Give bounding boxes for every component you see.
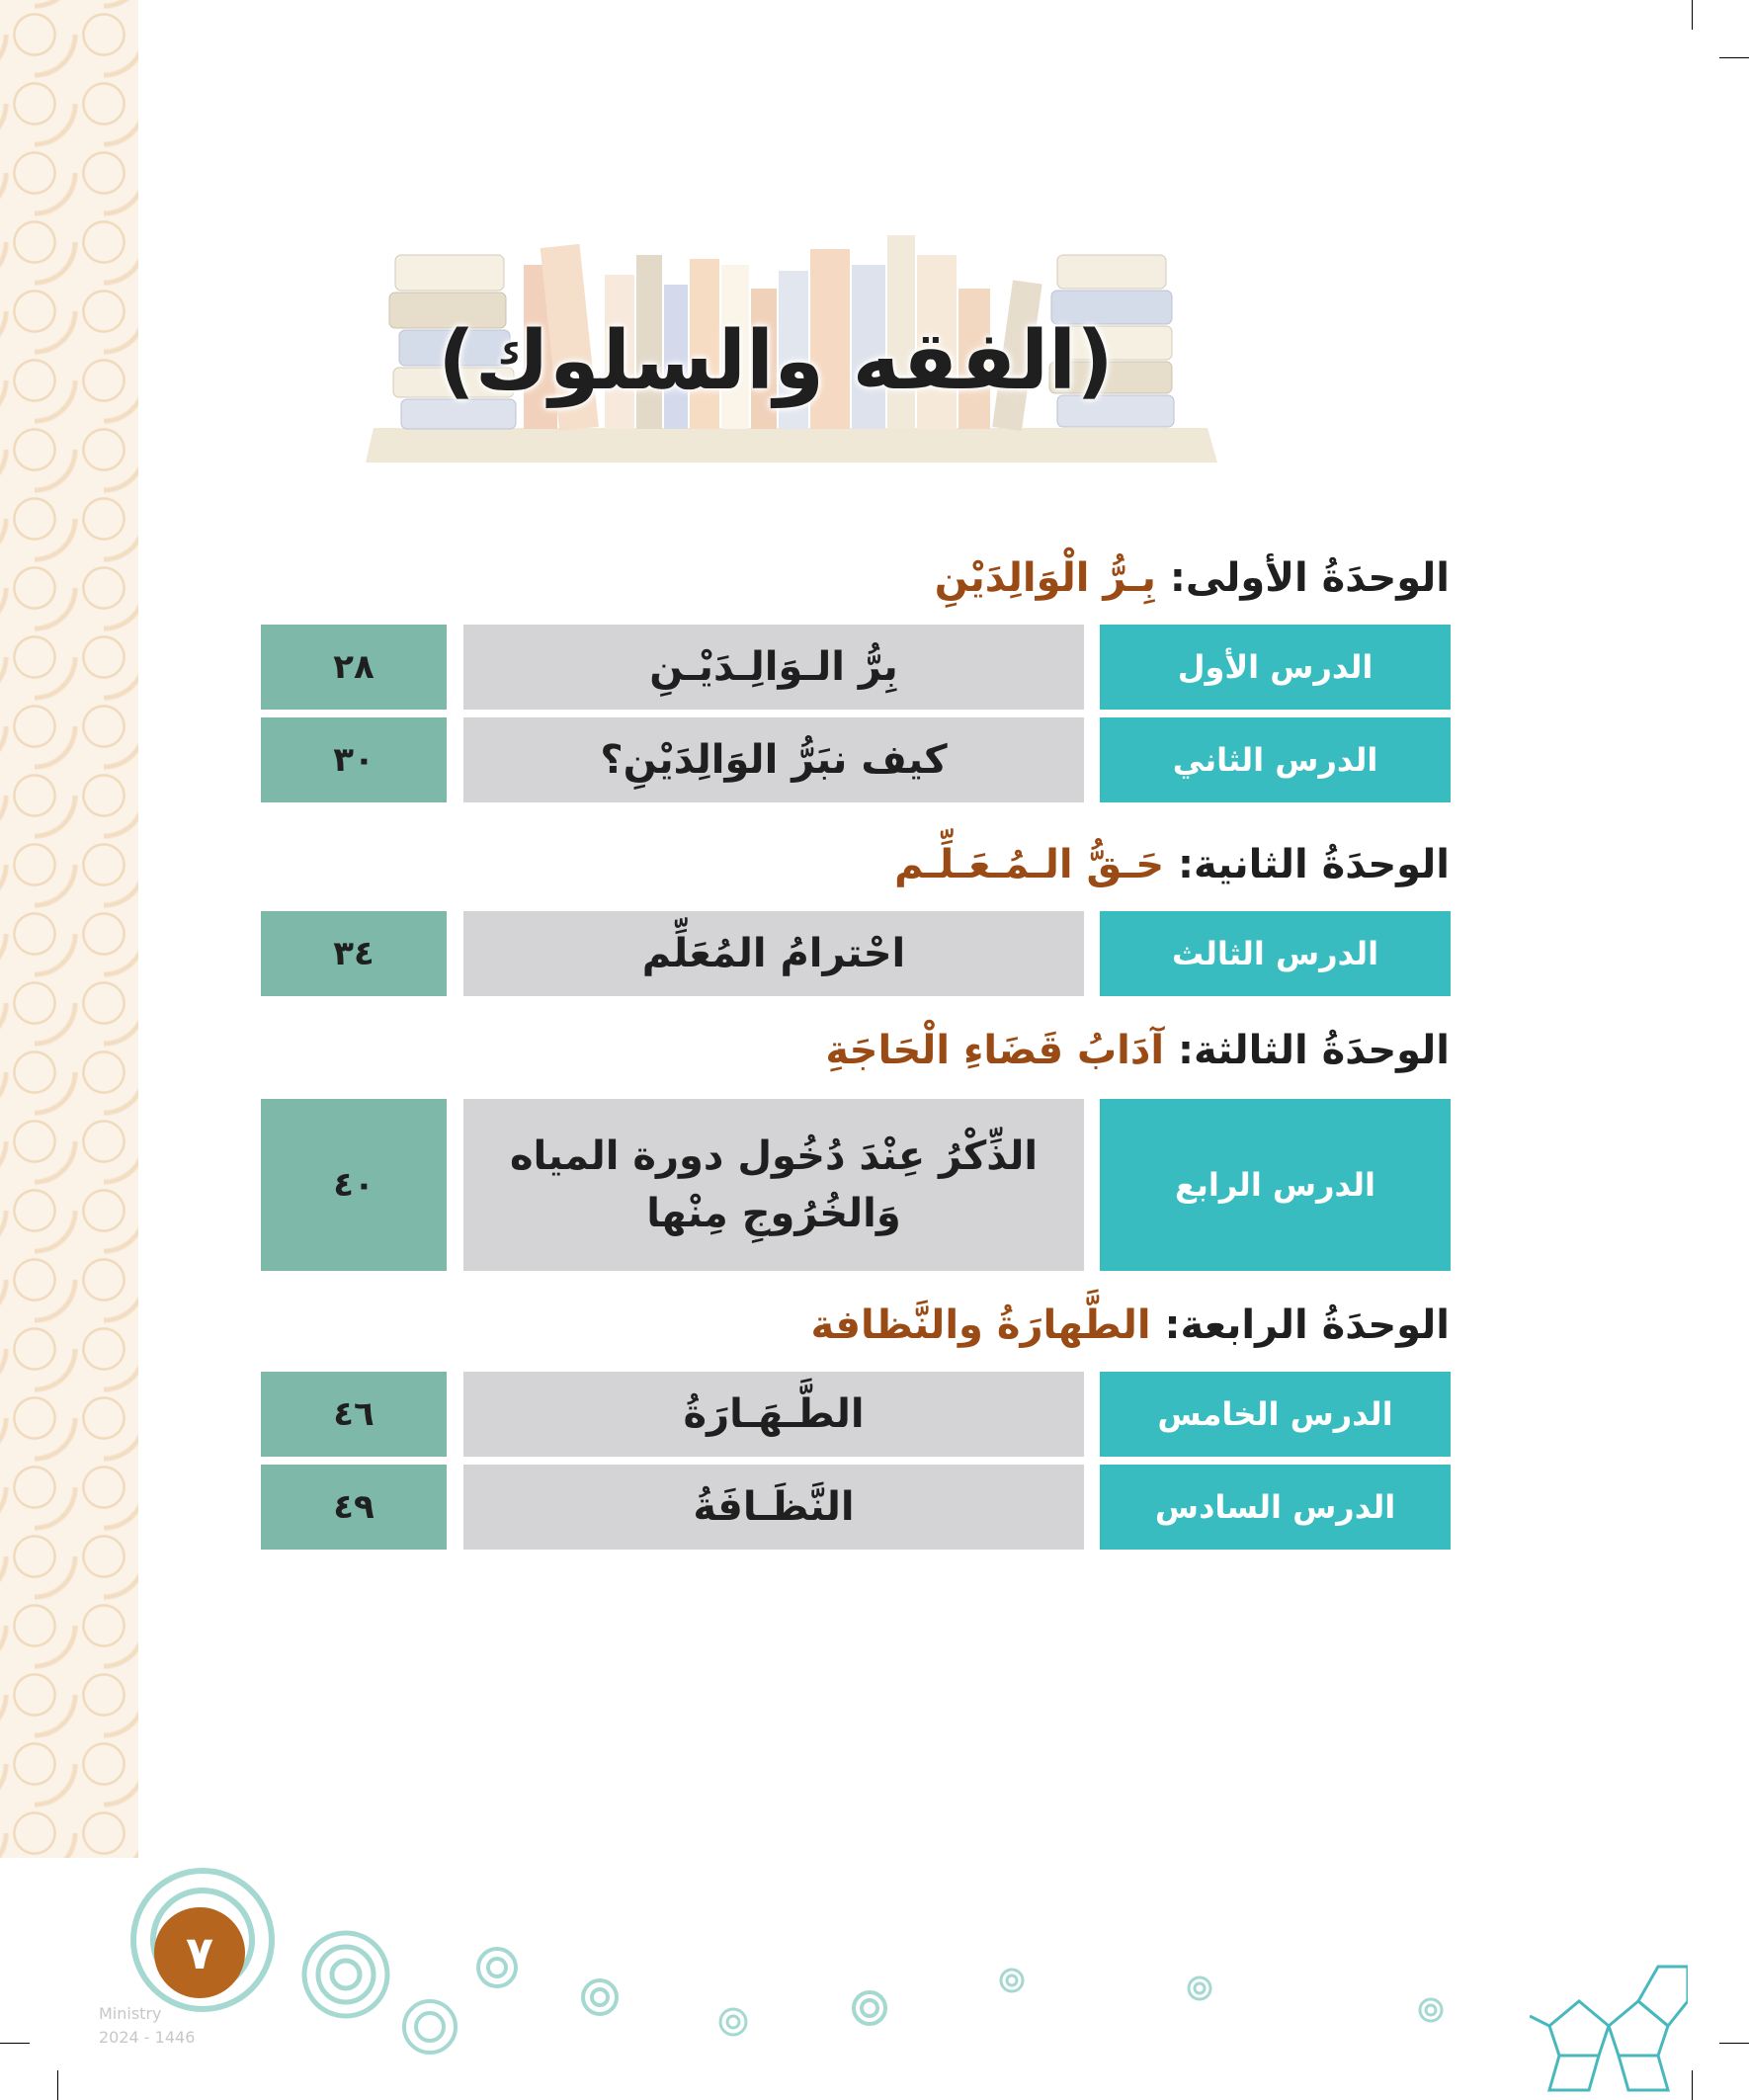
unit-prefix: الوحدَةُ الرابعة: bbox=[1164, 1302, 1450, 1348]
lesson-topic: احْترامُ المُعَلِّم bbox=[463, 911, 1084, 996]
lesson-row[interactable] bbox=[261, 717, 1451, 802]
rosette-ornament bbox=[1417, 1996, 1445, 2024]
lesson-page-number: ٣٤ bbox=[261, 911, 447, 996]
lesson-label: الدرس الأول bbox=[1100, 625, 1451, 710]
lesson-row[interactable] bbox=[261, 1465, 1451, 1550]
lesson-label: الدرس الثالث bbox=[1100, 911, 1451, 996]
crop-mark bbox=[1719, 57, 1749, 58]
rosette-ornament bbox=[399, 1996, 460, 2058]
geometric-corner-ornament bbox=[1530, 1907, 1688, 2100]
footer-ministry-text: Ministry bbox=[99, 2004, 162, 2023]
lesson-row[interactable] bbox=[261, 625, 1451, 710]
lesson-topic bbox=[463, 1099, 1084, 1271]
footer-year-text: 2024 - 1446 bbox=[99, 2028, 196, 2047]
crop-mark bbox=[1692, 2070, 1693, 2100]
rosette-ornament bbox=[296, 1925, 395, 2024]
unit-name: بِـرُّ الْوَالِدَيْنِ bbox=[934, 555, 1156, 601]
lesson-row[interactable] bbox=[261, 1099, 1451, 1271]
unit-heading bbox=[935, 555, 1450, 601]
lesson-label: الدرس الخامس bbox=[1100, 1372, 1451, 1457]
rosette-ornament bbox=[998, 1967, 1026, 1994]
lesson-topic-line: وَالخُرُوجِ مِنْها bbox=[646, 1191, 901, 1236]
unit-heading bbox=[825, 1028, 1450, 1073]
lesson-row[interactable] bbox=[261, 911, 1451, 996]
lesson-topic-line: الذِّكْرُ عِنْدَ دُخُول دورة المياه bbox=[509, 1134, 1039, 1179]
unit-prefix: الوحدَةُ الثانية: bbox=[1178, 842, 1450, 887]
unit-name: آدَابُ قَضَاءِ الْحَاجَةِ bbox=[825, 1028, 1165, 1073]
lesson-topic: الطَّـهَـارَةُ bbox=[463, 1372, 1084, 1457]
lesson-label: الدرس الرابع bbox=[1100, 1099, 1451, 1271]
crop-mark bbox=[0, 2043, 30, 2044]
lesson-page-number: ٤٦ bbox=[261, 1372, 447, 1457]
unit-name: حَـقُّ الـمُـعَـلِّـم bbox=[894, 842, 1165, 887]
lesson-page-number: ٣٠ bbox=[261, 717, 447, 802]
lesson-topic: النَّظَـافَةُ bbox=[463, 1465, 1084, 1550]
rosette-ornament bbox=[579, 1976, 621, 2018]
lesson-label: الدرس السادس bbox=[1100, 1465, 1451, 1550]
rosette-ornament bbox=[1186, 1974, 1213, 2002]
unit-prefix: الوحدَةُ الثالثة: bbox=[1178, 1028, 1450, 1073]
lesson-page-number: ٤٩ bbox=[261, 1465, 447, 1550]
page-number-badge: ٧ bbox=[154, 1907, 245, 1998]
lesson-page-number: ٢٨ bbox=[261, 625, 447, 710]
crop-mark bbox=[1692, 0, 1693, 30]
unit-heading bbox=[894, 842, 1450, 887]
unit-prefix: الوحدَةُ الأولى: bbox=[1169, 555, 1450, 601]
lesson-topic: كيف نبَرُّ الوَالِدَيْنِ؟ bbox=[463, 717, 1084, 802]
rosette-ornament bbox=[474, 1945, 520, 1990]
unit-name: الطَّهارَةُ والنَّظافة bbox=[810, 1302, 1151, 1348]
lesson-topic: بِرُّ الـوَالِـدَيْـنِ bbox=[463, 625, 1084, 710]
unit-heading bbox=[811, 1302, 1450, 1348]
crop-mark bbox=[1719, 2043, 1749, 2044]
lesson-label: الدرس الثاني bbox=[1100, 717, 1451, 802]
crop-mark bbox=[57, 2070, 58, 2100]
decorative-border-strip bbox=[0, 0, 138, 1858]
lesson-page-number: ٤٠ bbox=[261, 1099, 447, 1271]
page-title: (الفقه والسلوك) bbox=[438, 314, 1114, 408]
rosette-ornament bbox=[850, 1988, 889, 2028]
lesson-row[interactable] bbox=[261, 1372, 1451, 1457]
rosette-ornament bbox=[717, 2006, 749, 2038]
